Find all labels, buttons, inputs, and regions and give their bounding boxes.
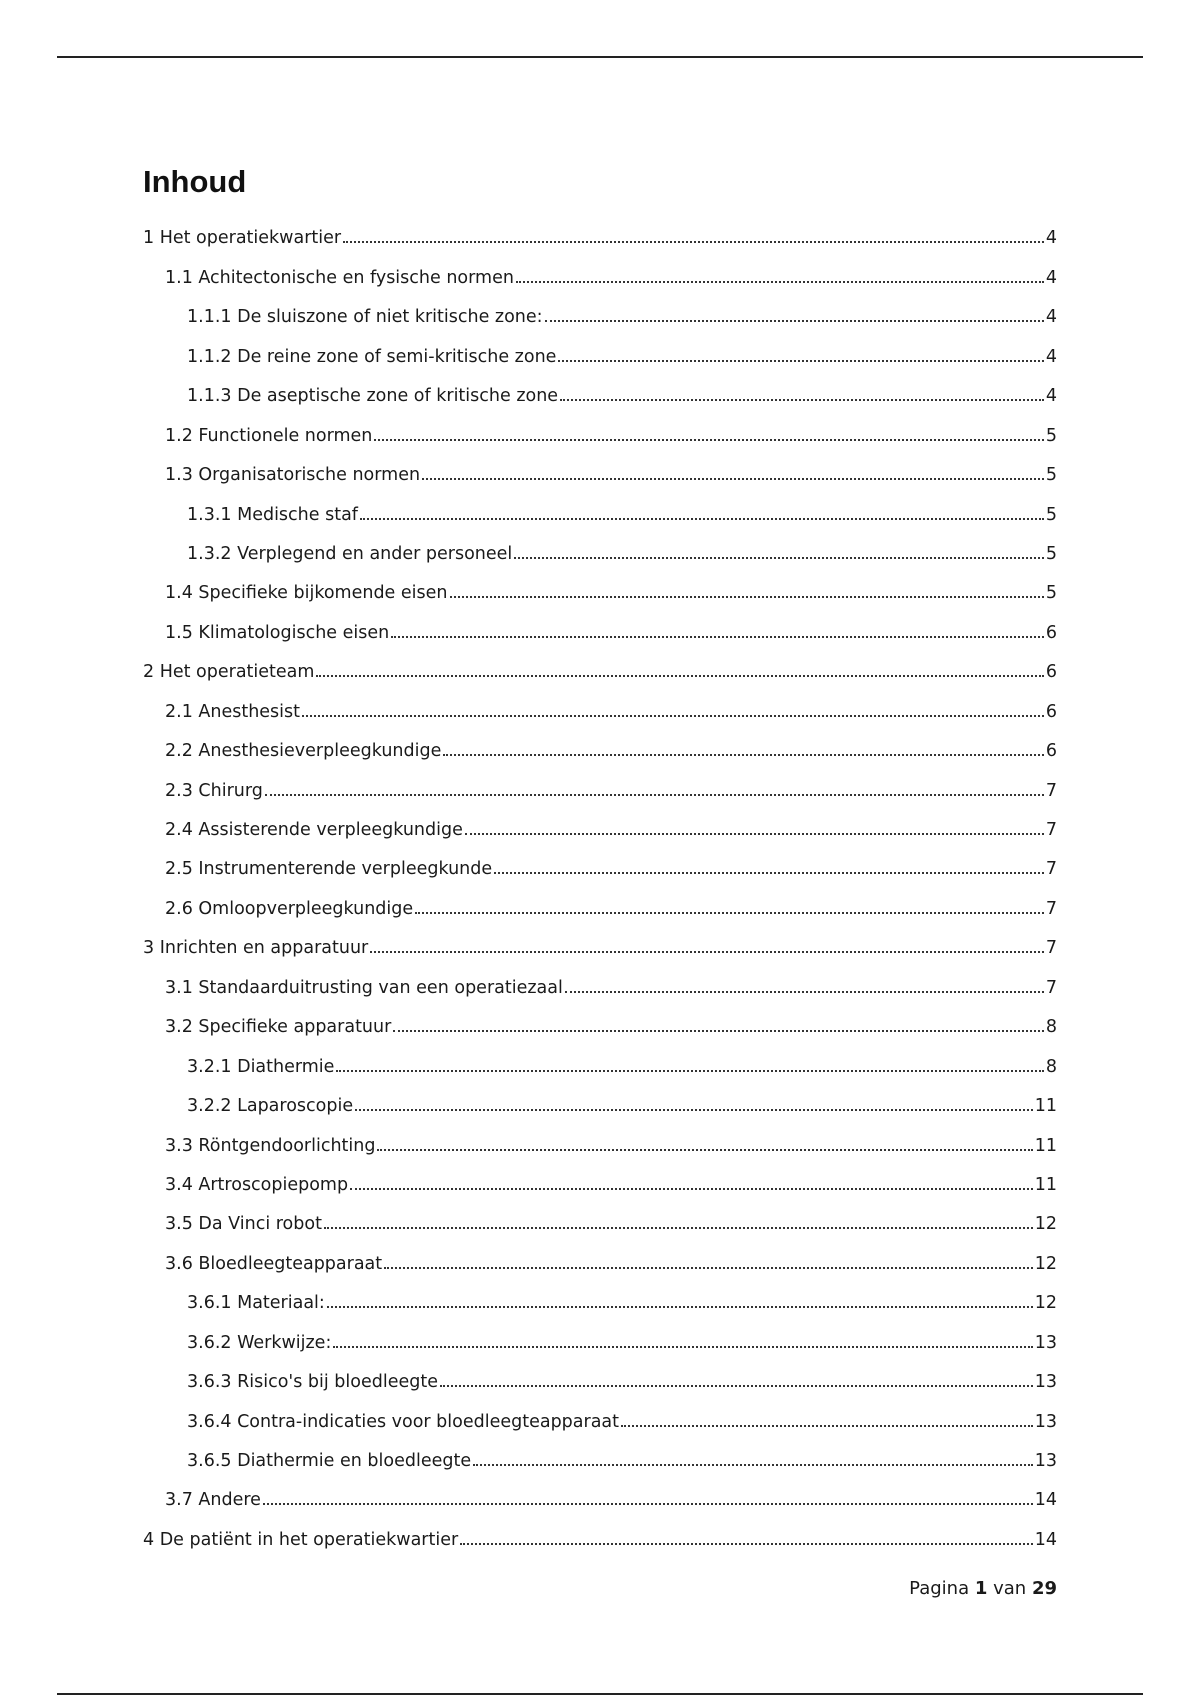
toc-entry-page-number: 11	[1034, 1174, 1057, 1195]
dot-leader	[350, 1188, 1033, 1190]
toc-entry-page-number: 4	[1045, 346, 1057, 367]
dot-leader	[473, 1464, 1033, 1466]
table-of-contents	[143, 216, 1057, 1557]
dot-leader	[355, 1109, 1033, 1111]
toc-entry-label: 1.3.2 Verplegend en ander personeel	[187, 543, 513, 564]
toc-entry-label: 3.6 Bloedleegteapparaat	[165, 1253, 383, 1274]
dot-leader	[265, 794, 1044, 796]
dot-leader	[336, 1070, 1043, 1072]
dot-leader	[545, 320, 1044, 322]
toc-entry-page-number: 6	[1045, 622, 1057, 643]
toc-entry-label: 3.7 Andere	[165, 1490, 261, 1511]
toc-entry-label: 1.3.1 Medische staf	[187, 504, 358, 525]
toc-entry[interactable]	[143, 1123, 1057, 1162]
dot-leader	[415, 912, 1044, 914]
dot-leader	[263, 1503, 1033, 1505]
toc-entry-label: 1.5 Klimatologische eisen	[165, 622, 390, 643]
dot-leader	[465, 833, 1044, 835]
toc-entry-label: 1.1.1 De sluiszone of niet kritische zone:	[187, 307, 543, 328]
toc-entry-label: 1.2 Functionele normen	[165, 425, 373, 446]
toc-entry[interactable]	[143, 1439, 1057, 1478]
footer-current-page: 1	[974, 1578, 988, 1599]
toc-entry[interactable]	[143, 808, 1057, 847]
dot-leader	[391, 636, 1044, 638]
toc-entry-page-number: 7	[1045, 820, 1057, 840]
toc-entry[interactable]	[143, 1399, 1057, 1438]
toc-entry-page-number: 7	[1045, 780, 1057, 801]
toc-entry[interactable]	[143, 1202, 1057, 1241]
footer-total-pages: 29	[1031, 1578, 1057, 1599]
dot-leader	[360, 518, 1044, 520]
dot-leader	[377, 1149, 1032, 1151]
toc-entry[interactable]	[143, 571, 1057, 610]
toc-entry[interactable]	[143, 965, 1057, 1004]
dot-leader	[324, 1227, 1033, 1229]
toc-entry[interactable]	[143, 216, 1057, 255]
toc-entry[interactable]	[143, 1005, 1057, 1044]
toc-entry-label: 3.2.1 Diathermie	[187, 1056, 335, 1077]
toc-entry-page-number: 11	[1034, 1135, 1057, 1156]
toc-entry-page-number: 8	[1045, 1017, 1057, 1038]
dot-leader	[494, 872, 1044, 874]
toc-entry[interactable]	[143, 610, 1057, 649]
toc-entry-page-number: 7	[1045, 977, 1057, 998]
toc-entry[interactable]	[143, 1044, 1057, 1083]
toc-entry[interactable]	[143, 453, 1057, 492]
dot-leader	[370, 951, 1044, 953]
toc-entry-label: 3.6.3 Risico's bij bloedleegte	[187, 1372, 438, 1393]
toc-entry-page-number: 7	[1045, 859, 1057, 880]
toc-entry-page-number: 13	[1034, 1372, 1057, 1393]
toc-entry[interactable]	[143, 1281, 1057, 1320]
toc-entry-label: 4 De patiënt in het operatiekwartier	[143, 1529, 459, 1550]
dot-leader	[374, 439, 1043, 441]
toc-entry[interactable]	[143, 255, 1057, 294]
toc-entry-page-number: 11	[1034, 1096, 1057, 1117]
toc-entry[interactable]	[143, 295, 1057, 334]
toc-entry-page-number: 14	[1034, 1490, 1057, 1511]
footer-prefix: Pagina	[909, 1578, 970, 1599]
dot-leader	[558, 360, 1043, 362]
toc-entry-label: 3.6.4 Contra-indicaties voor bloedleegteapparaat	[187, 1411, 620, 1432]
toc-entry-page-number: 5	[1045, 583, 1057, 604]
toc-entry-label: 1.1 Achitectonische en fysische normen	[165, 267, 514, 288]
toc-entry-page-number: 5	[1045, 425, 1057, 446]
toc-entry-label: 1 Het operatiekwartier	[143, 228, 342, 249]
toc-entry-page-number: 5	[1045, 504, 1057, 525]
dot-leader	[514, 557, 1044, 559]
toc-entry-label: 2.4 Assisterende verpleegkundige	[165, 820, 463, 840]
toc-entry-page-number: 13	[1034, 1411, 1057, 1432]
toc-entry-page-number: 5	[1045, 465, 1057, 486]
toc-entry-page-number: 4	[1045, 307, 1057, 328]
toc-entry[interactable]	[143, 847, 1057, 886]
toc-entry-page-number: 6	[1045, 741, 1057, 762]
toc-entry[interactable]	[143, 334, 1057, 373]
toc-entry-label: 3.1 Standaarduitrusting van een operatiezaal	[165, 977, 563, 998]
toc-entry[interactable]	[143, 926, 1057, 965]
toc-entry[interactable]	[143, 886, 1057, 925]
dot-leader	[384, 1267, 1033, 1269]
toc-entry-page-number: 12	[1034, 1293, 1057, 1314]
toc-entry-page-number: 12	[1034, 1253, 1057, 1274]
toc-entry-label: 1.3 Organisatorische normen	[165, 465, 421, 486]
toc-entry-label: 1.4 Specifieke bijkomende eisen	[165, 583, 448, 604]
toc-entry[interactable]	[143, 768, 1057, 807]
toc-entry-page-number: 7	[1045, 898, 1057, 919]
toc-title: Inhoud	[143, 164, 247, 199]
toc-entry-page-number: 4	[1045, 386, 1057, 407]
toc-entry-label: 3.6.5 Diathermie en bloedleegte	[187, 1451, 472, 1471]
dot-leader	[316, 675, 1043, 677]
toc-entry[interactable]	[143, 689, 1057, 728]
toc-entry-page-number: 13	[1034, 1332, 1057, 1353]
toc-entry-label: 2.5 Instrumenterende verpleegkunde	[165, 859, 493, 880]
toc-entry-page-number: 4	[1045, 228, 1057, 249]
dot-leader	[333, 1346, 1032, 1348]
dot-leader	[443, 754, 1043, 756]
toc-entry-label: 2.6 Omloopverpleegkundige	[165, 898, 414, 919]
toc-entry[interactable]	[143, 729, 1057, 768]
toc-entry-label: 3.3 Röntgendoorlichting	[165, 1135, 376, 1156]
dot-leader	[450, 596, 1044, 598]
toc-entry-label: 1.1.2 De reine zone of semi-kritische zone	[187, 346, 557, 367]
footer-rule	[57, 1693, 1143, 1695]
toc-entry[interactable]	[143, 1478, 1057, 1517]
toc-entry[interactable]	[143, 1084, 1057, 1123]
header-rule	[57, 56, 1143, 58]
toc-entry-label: 3.2 Specifieke apparatuur	[165, 1017, 392, 1038]
dot-leader	[422, 478, 1044, 480]
toc-entry-label: 2 Het operatieteam	[143, 662, 315, 683]
dot-leader	[565, 991, 1044, 993]
toc-entry-label: 1.1.3 De aseptische zone of kritische zone	[187, 386, 559, 407]
toc-entry[interactable]	[143, 413, 1057, 452]
toc-entry-label: 2.2 Anesthesieverpleegkundige	[165, 741, 442, 762]
toc-entry-page-number: 5	[1045, 543, 1057, 564]
toc-entry[interactable]	[143, 1360, 1057, 1399]
toc-entry[interactable]	[143, 1320, 1057, 1359]
toc-entry-label: 3 Inrichten en apparatuur	[143, 938, 369, 959]
dot-leader	[327, 1306, 1033, 1308]
footer-middle: van	[993, 1578, 1027, 1599]
toc-entry-label: 3.5 Da Vinci robot	[165, 1214, 322, 1235]
toc-entry-page-number: 6	[1045, 662, 1057, 683]
dot-leader	[516, 281, 1044, 283]
toc-entry[interactable]	[143, 1241, 1057, 1280]
toc-entry[interactable]	[143, 1163, 1057, 1202]
toc-entry[interactable]	[143, 492, 1057, 531]
dot-leader	[302, 715, 1044, 717]
dot-leader	[460, 1543, 1033, 1545]
toc-entry-label: 3.2.2 Laparoscopie	[187, 1096, 354, 1117]
toc-entry-page-number: 14	[1034, 1529, 1057, 1550]
toc-entry-label: 3.6.2 Werkwijze:	[187, 1332, 332, 1353]
toc-entry-page-number: 13	[1034, 1451, 1057, 1471]
dot-leader	[393, 1030, 1044, 1032]
toc-entry[interactable]	[143, 532, 1057, 571]
toc-entry-page-number: 6	[1045, 701, 1057, 722]
toc-entry[interactable]	[143, 1517, 1057, 1556]
dot-leader	[343, 241, 1044, 243]
toc-entry-page-number: 8	[1045, 1056, 1057, 1077]
toc-entry-label: 3.4 Artroscopiepomp	[165, 1174, 349, 1195]
toc-entry-page-number: 12	[1034, 1214, 1057, 1235]
toc-entry-page-number: 7	[1045, 938, 1057, 959]
dot-leader	[621, 1425, 1033, 1427]
page-footer	[909, 1578, 1057, 1599]
dot-leader	[440, 1385, 1033, 1387]
dot-leader	[560, 399, 1044, 401]
toc-entry[interactable]	[143, 650, 1057, 689]
toc-entry[interactable]	[143, 374, 1057, 413]
toc-entry-page-number: 4	[1045, 267, 1057, 288]
toc-entry-label: 2.1 Anesthesist	[165, 701, 301, 722]
toc-entry-label: 3.6.1 Materiaal:	[187, 1293, 325, 1314]
toc-entry-label: 2.3 Chirurg	[165, 780, 263, 801]
